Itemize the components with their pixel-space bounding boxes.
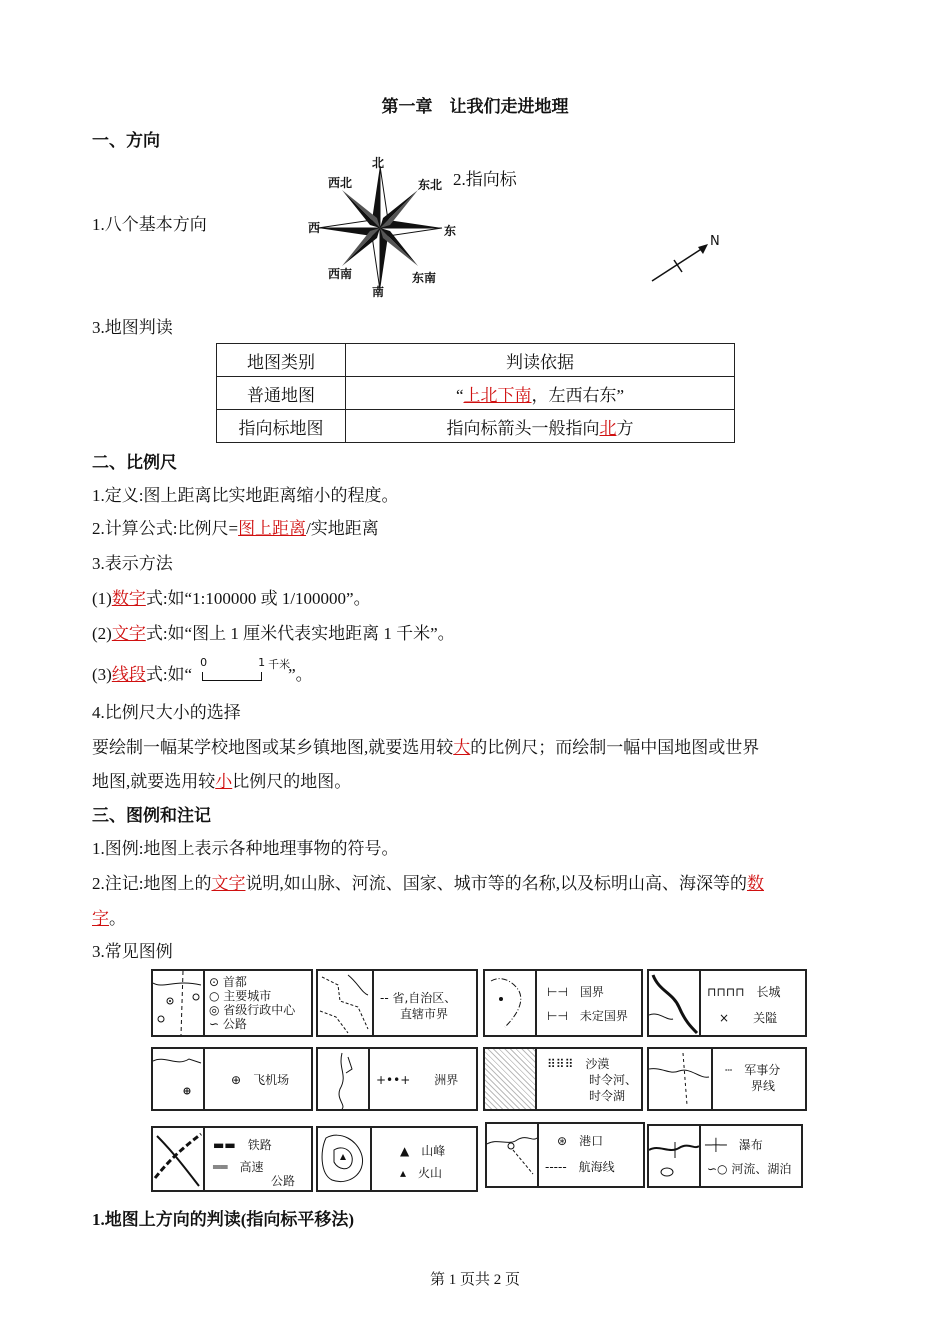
scale-method-numeric: (1)数字式:如“1:100000 或 1/100000”。	[92, 589, 371, 608]
legend-label: 高速	[239, 1160, 264, 1174]
legend-label: 公路	[271, 1174, 296, 1188]
map-reading-table	[216, 343, 735, 443]
legend-label: 长城	[756, 985, 781, 999]
legend-box-borders: ⊢⊣ 国界 ⊢⊣ 未定国界	[483, 969, 643, 1037]
legend-label: 飞机场	[253, 1073, 290, 1087]
compass-southeast: 东南	[412, 271, 437, 285]
legend-label: 火山	[418, 1166, 443, 1180]
legend-box-airport: ⊕ 飞机场	[151, 1047, 313, 1111]
compass-east: 东	[444, 224, 457, 238]
legend-box-railway: ▬▬ 铁路 ══ 高速 公路	[151, 1126, 313, 1192]
legend-box-waterfall: ─┼─ 瀑布 ∽○ 河流、湖泊	[647, 1124, 803, 1188]
item-map-reading: 3.地图判读	[92, 318, 173, 337]
legend-label: 时令湖	[589, 1089, 626, 1103]
legend-box-desert: ⠿⠿⠿ 沙漠 时令河、 时令湖	[483, 1047, 643, 1111]
table-cell: “上北下南，左西右东”	[346, 377, 735, 410]
section-heading-scale: 二、比例尺	[92, 453, 177, 472]
item-pointer: 2.指向标	[453, 170, 517, 189]
section-heading-legend: 三、图例和注记	[92, 806, 211, 825]
page-title: 第一章 让我们走进地理	[381, 97, 569, 116]
legend-label: 未定国界	[579, 1009, 628, 1023]
scale-bar-icon	[192, 656, 291, 684]
scale-choice-text-1: 要绘制一幅某学校地图或某乡镇地图,就要选用较大的比例尺；而绘制一幅中国地图或世界	[92, 738, 760, 757]
legend-label: 直辖市界	[400, 1007, 449, 1021]
compass-northeast: 东北	[418, 178, 443, 192]
legend-label: 沙漠	[585, 1057, 610, 1071]
table-header-type: 地图类别	[217, 344, 346, 377]
legend-box-peak: ▲ 山峰 ▴ 火山	[316, 1126, 478, 1192]
compass-northwest: 西北	[328, 176, 353, 190]
legend-label: 洲界	[434, 1073, 459, 1087]
scale-method-text: (2)文字式:如“图上 1 厘米代表实地距离 1 千米”。	[92, 624, 455, 643]
scale-formula: 2.计算公式:比例尺=图上距离/实地距离	[92, 519, 379, 538]
scale-bar-one: 1	[258, 656, 266, 669]
common-legends: 3.常见图例	[92, 942, 173, 961]
table-row	[217, 410, 735, 443]
annotation-definition-cont: 字。	[92, 909, 126, 928]
compass-star-icon	[298, 152, 468, 298]
scale-methods: 3.表示方法	[92, 554, 173, 573]
legend-box-continent: +••+ 洲界	[316, 1047, 478, 1111]
legend-label: 首都	[222, 975, 247, 989]
legend-box-military: ┄ 军事分 界线	[647, 1047, 807, 1111]
section-heading-direction: 一、方向	[92, 131, 160, 150]
scale-bar-unit: 千米	[268, 658, 291, 671]
table-header-basis: 判读依据	[346, 344, 735, 377]
page-footer: 第 1 页共 2 页	[429, 1272, 520, 1288]
legend-label: 瀑布	[738, 1138, 763, 1152]
annotation-definition: 2.注记:地图上的文字说明,如山脉、河流、国家、城市等的名称,以及标明山高、海深等的数	[92, 874, 764, 893]
table-cell: 指向标地图	[217, 410, 346, 443]
legend-label: 军事分	[744, 1063, 781, 1077]
table-cell: 指向标箭头一般指向北方	[346, 410, 735, 443]
legend-box-port: ⊛ 港口 ----- 航海线	[485, 1122, 645, 1188]
legend-label: 公路	[222, 1017, 247, 1031]
compass-west: 西	[308, 221, 321, 235]
table-row	[217, 377, 735, 410]
scale-bar-zero: 0	[200, 656, 208, 669]
legend-label: 省级行政中心	[223, 1003, 296, 1017]
scale-choice: 4.比例尺大小的选择	[92, 703, 241, 722]
item-eight-directions: 1.八个基本方向	[92, 215, 207, 234]
legend-label: 航海线	[578, 1160, 615, 1174]
compass-north: 北	[372, 156, 385, 170]
north-arrow	[648, 234, 728, 286]
section-heading-direction-reading: 1.地图上方向的判读(指向标平移法)	[92, 1210, 355, 1229]
table-cell: 普通地图	[217, 377, 346, 410]
legend-label: 国界	[579, 985, 604, 999]
legend-label: 港口	[579, 1134, 604, 1148]
scale-method-line: (3)线段式:如“ 0 1 千米 ”。	[92, 656, 313, 684]
compass-south: 南	[372, 285, 385, 299]
legend-label: 关隘	[753, 1011, 778, 1025]
legend-label: 省,自治区、	[392, 991, 457, 1005]
legend-box-province: -- 省,自治区、 直辖市界	[316, 969, 478, 1037]
legend-label: 时令河、	[589, 1073, 638, 1087]
legend-label: 主要城市	[223, 989, 272, 1003]
legend-box-cities: ⊙ 首都 ○ 主要城市 ◎ 省级行政中心 ∽ 公路	[151, 969, 313, 1037]
north-arrow-label: N	[710, 234, 720, 249]
scale-choice-text-2: 地图,就要选用较小比例尺的地图。	[92, 772, 352, 791]
legend-definition: 1.图例:地图上表示各种地理事物的符号。	[92, 839, 399, 858]
legend-box-greatwall: ⊓⊓⊓⊓ 长城 × 关隘	[647, 969, 807, 1037]
compass-southwest: 西南	[328, 267, 353, 281]
legend-label: 山峰	[421, 1144, 446, 1158]
legend-label: 界线	[751, 1079, 776, 1093]
compass-rose	[298, 152, 468, 298]
legend-label: 铁路	[247, 1138, 272, 1152]
legend-label: 河流、湖泊	[731, 1162, 792, 1176]
scale-definition: 1.定义:图上距离比实地距离缩小的程度。	[92, 486, 399, 505]
